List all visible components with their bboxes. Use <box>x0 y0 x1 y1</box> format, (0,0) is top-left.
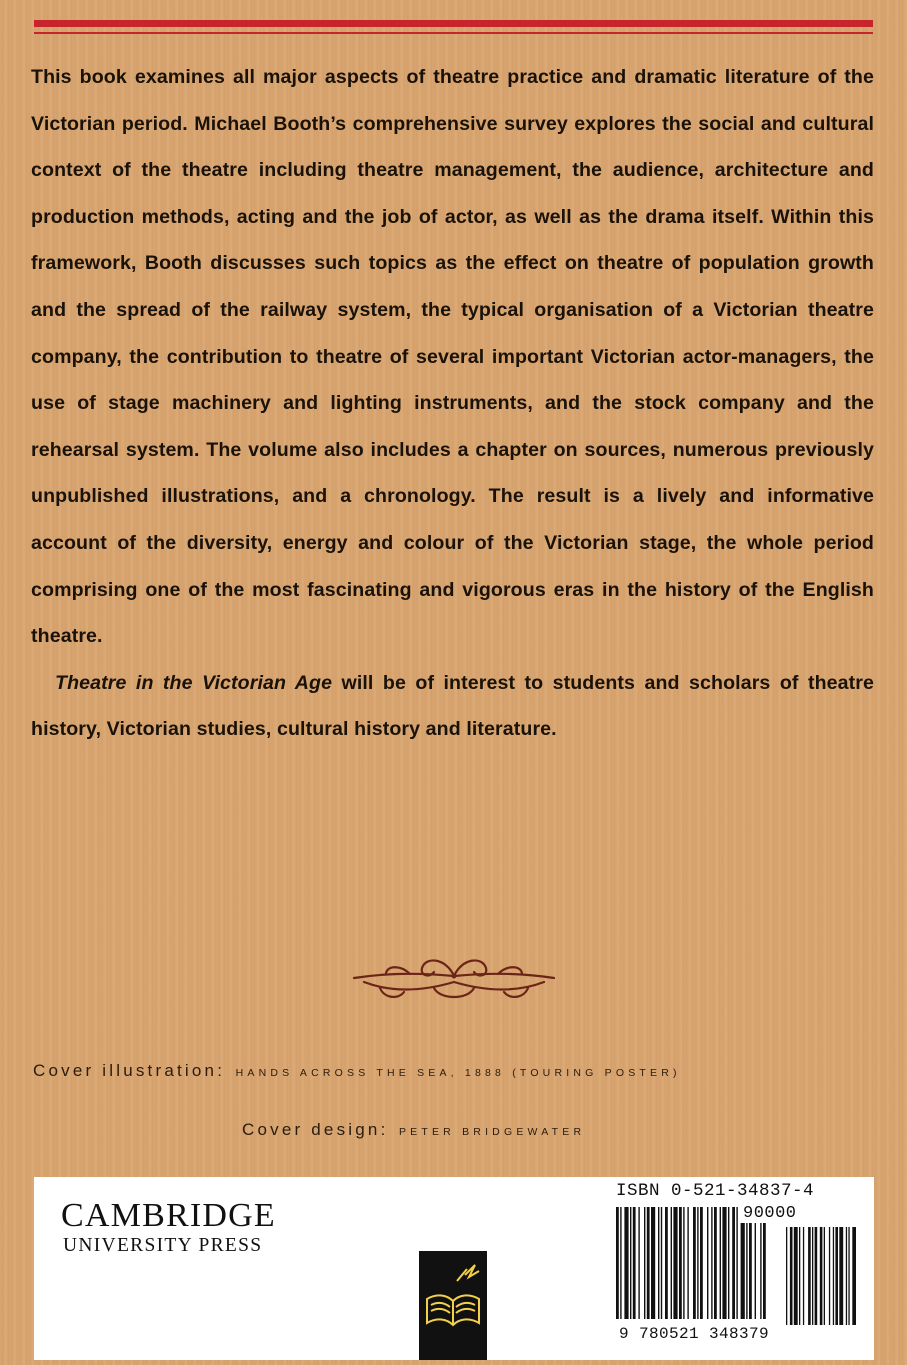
barcode-bar <box>697 1207 698 1319</box>
cover-illustration-value: HANDS ACROSS THE SEA, 1888 (TOURING POSTER) <box>235 1067 681 1079</box>
barcode-ean-digits: 9 780521 348379 <box>619 1325 770 1343</box>
cover-design-credit <box>242 1120 585 1140</box>
barcode-bar <box>700 1207 703 1319</box>
barcode-bar <box>714 1207 717 1319</box>
barcode-bar <box>671 1207 672 1319</box>
barcode-bar <box>749 1207 752 1319</box>
barcode-bar <box>711 1207 712 1319</box>
barcode-bar <box>647 1207 650 1319</box>
barcode-bar <box>720 1207 721 1319</box>
barcode-bar <box>658 1207 659 1319</box>
barcode-addon-bar <box>824 1227 825 1325</box>
barcode-addon-bar <box>815 1227 818 1325</box>
barcode-bar <box>763 1207 766 1319</box>
barcode-icon <box>616 1207 856 1329</box>
barcode-bar <box>687 1207 688 1319</box>
barcode-bar <box>624 1207 628 1319</box>
barcode-bar <box>673 1207 677 1319</box>
barcode-bar <box>693 1207 696 1319</box>
barcode-addon-bar <box>820 1227 823 1325</box>
barcode-addon-bar <box>846 1227 847 1325</box>
blurb-paragraph-1: This book examines all major aspects of theatre practice and dramatic literature of the Victorian period. Michael Booth’s comprehensive survey explores the social and cultural context of the theatre including theatre management, the audience, architecture and production methods, acting and the job of actor, as well as the drama itself. Within this framework, Booth discusses such topics as the effect on theatre of population growth and the spread of the railway system, the typical organisation of a Victorian theatre company, the contribution to theatre of several important Victorian actor-managers, the use of stage machinery and lighting instruments, and the stock company and the rehearsal system. The volume also includes a chapter on sources, numerous previously unpublished illustrations, and a chronology. The result is a lively and informative account of the diversity, energy and colour of the Victorian stage, the whole period comprising one of the most fascinating and vigorous eras in the history of the English theatre. <box>31 66 874 648</box>
barcode-addon-digits: 90000 <box>740 1204 800 1223</box>
barcode-bar <box>633 1207 636 1319</box>
barcode-addon-bar <box>794 1227 798 1325</box>
barcode-bar <box>755 1207 756 1319</box>
cover-design-label: Cover design: <box>242 1120 389 1139</box>
barcode-bar <box>638 1207 639 1319</box>
barcode-addon-bar <box>786 1227 787 1325</box>
barcode-addon-bar <box>812 1227 813 1325</box>
barcode-bar <box>683 1207 684 1319</box>
barcode-bar <box>661 1207 662 1319</box>
blurb-paragraph-2-text: will be of interest to students and scholars of theatre history, Victorian studies, cultural history and literature. <box>31 671 874 741</box>
barcode-bar <box>616 1207 619 1319</box>
barcode-addon-bar <box>852 1227 856 1325</box>
barcode-bar <box>732 1207 735 1319</box>
publisher-footer <box>34 1177 874 1360</box>
barcode-addon-bar <box>808 1227 811 1325</box>
barcode-addon-bar <box>848 1227 849 1325</box>
barcode-bar <box>736 1207 737 1319</box>
flourish-ornament-icon <box>350 948 558 1008</box>
barcode-addon-bar <box>833 1227 834 1325</box>
open-book-icon <box>419 1251 487 1360</box>
barcode-addon-bar <box>803 1227 804 1325</box>
barcode-bar <box>620 1207 621 1319</box>
barcode-bar <box>651 1207 655 1319</box>
top-rule <box>34 20 873 27</box>
cover-design-value: PETER BRIDGEWATER <box>398 1126 586 1138</box>
barcode-bar <box>679 1207 682 1319</box>
barcode-bar <box>728 1207 729 1319</box>
publisher-logo <box>419 1251 487 1360</box>
barcode-addon-bar <box>835 1227 838 1325</box>
barcode-addon-bar <box>790 1227 793 1325</box>
book-title: Theatre in the Victorian Age <box>55 671 333 694</box>
barcode-bar <box>644 1207 645 1319</box>
barcode-addon-bar <box>829 1227 830 1325</box>
back-cover-blurb <box>31 54 874 753</box>
barcode-bar <box>630 1207 631 1319</box>
isbn-number: ISBN 0-521-34837-4 <box>616 1181 815 1201</box>
barcode-bar <box>665 1207 668 1319</box>
top-rule-thin <box>34 32 873 34</box>
barcode-bar <box>741 1207 745 1319</box>
blurb-paragraph-2 <box>31 660 874 753</box>
publisher-subname: UNIVERSITY PRESS <box>63 1235 263 1256</box>
barcode-bar <box>760 1207 761 1319</box>
barcode-addon-bar <box>799 1227 800 1325</box>
barcode-bar <box>746 1207 747 1319</box>
publisher-name: CAMBRIDGE <box>61 1197 276 1234</box>
barcode-bar <box>707 1207 708 1319</box>
cover-illustration-label: Cover illustration: <box>33 1061 226 1080</box>
cover-illustration-credit <box>33 1061 681 1081</box>
barcode-addon-bar <box>839 1227 843 1325</box>
barcode-bar <box>722 1207 726 1319</box>
